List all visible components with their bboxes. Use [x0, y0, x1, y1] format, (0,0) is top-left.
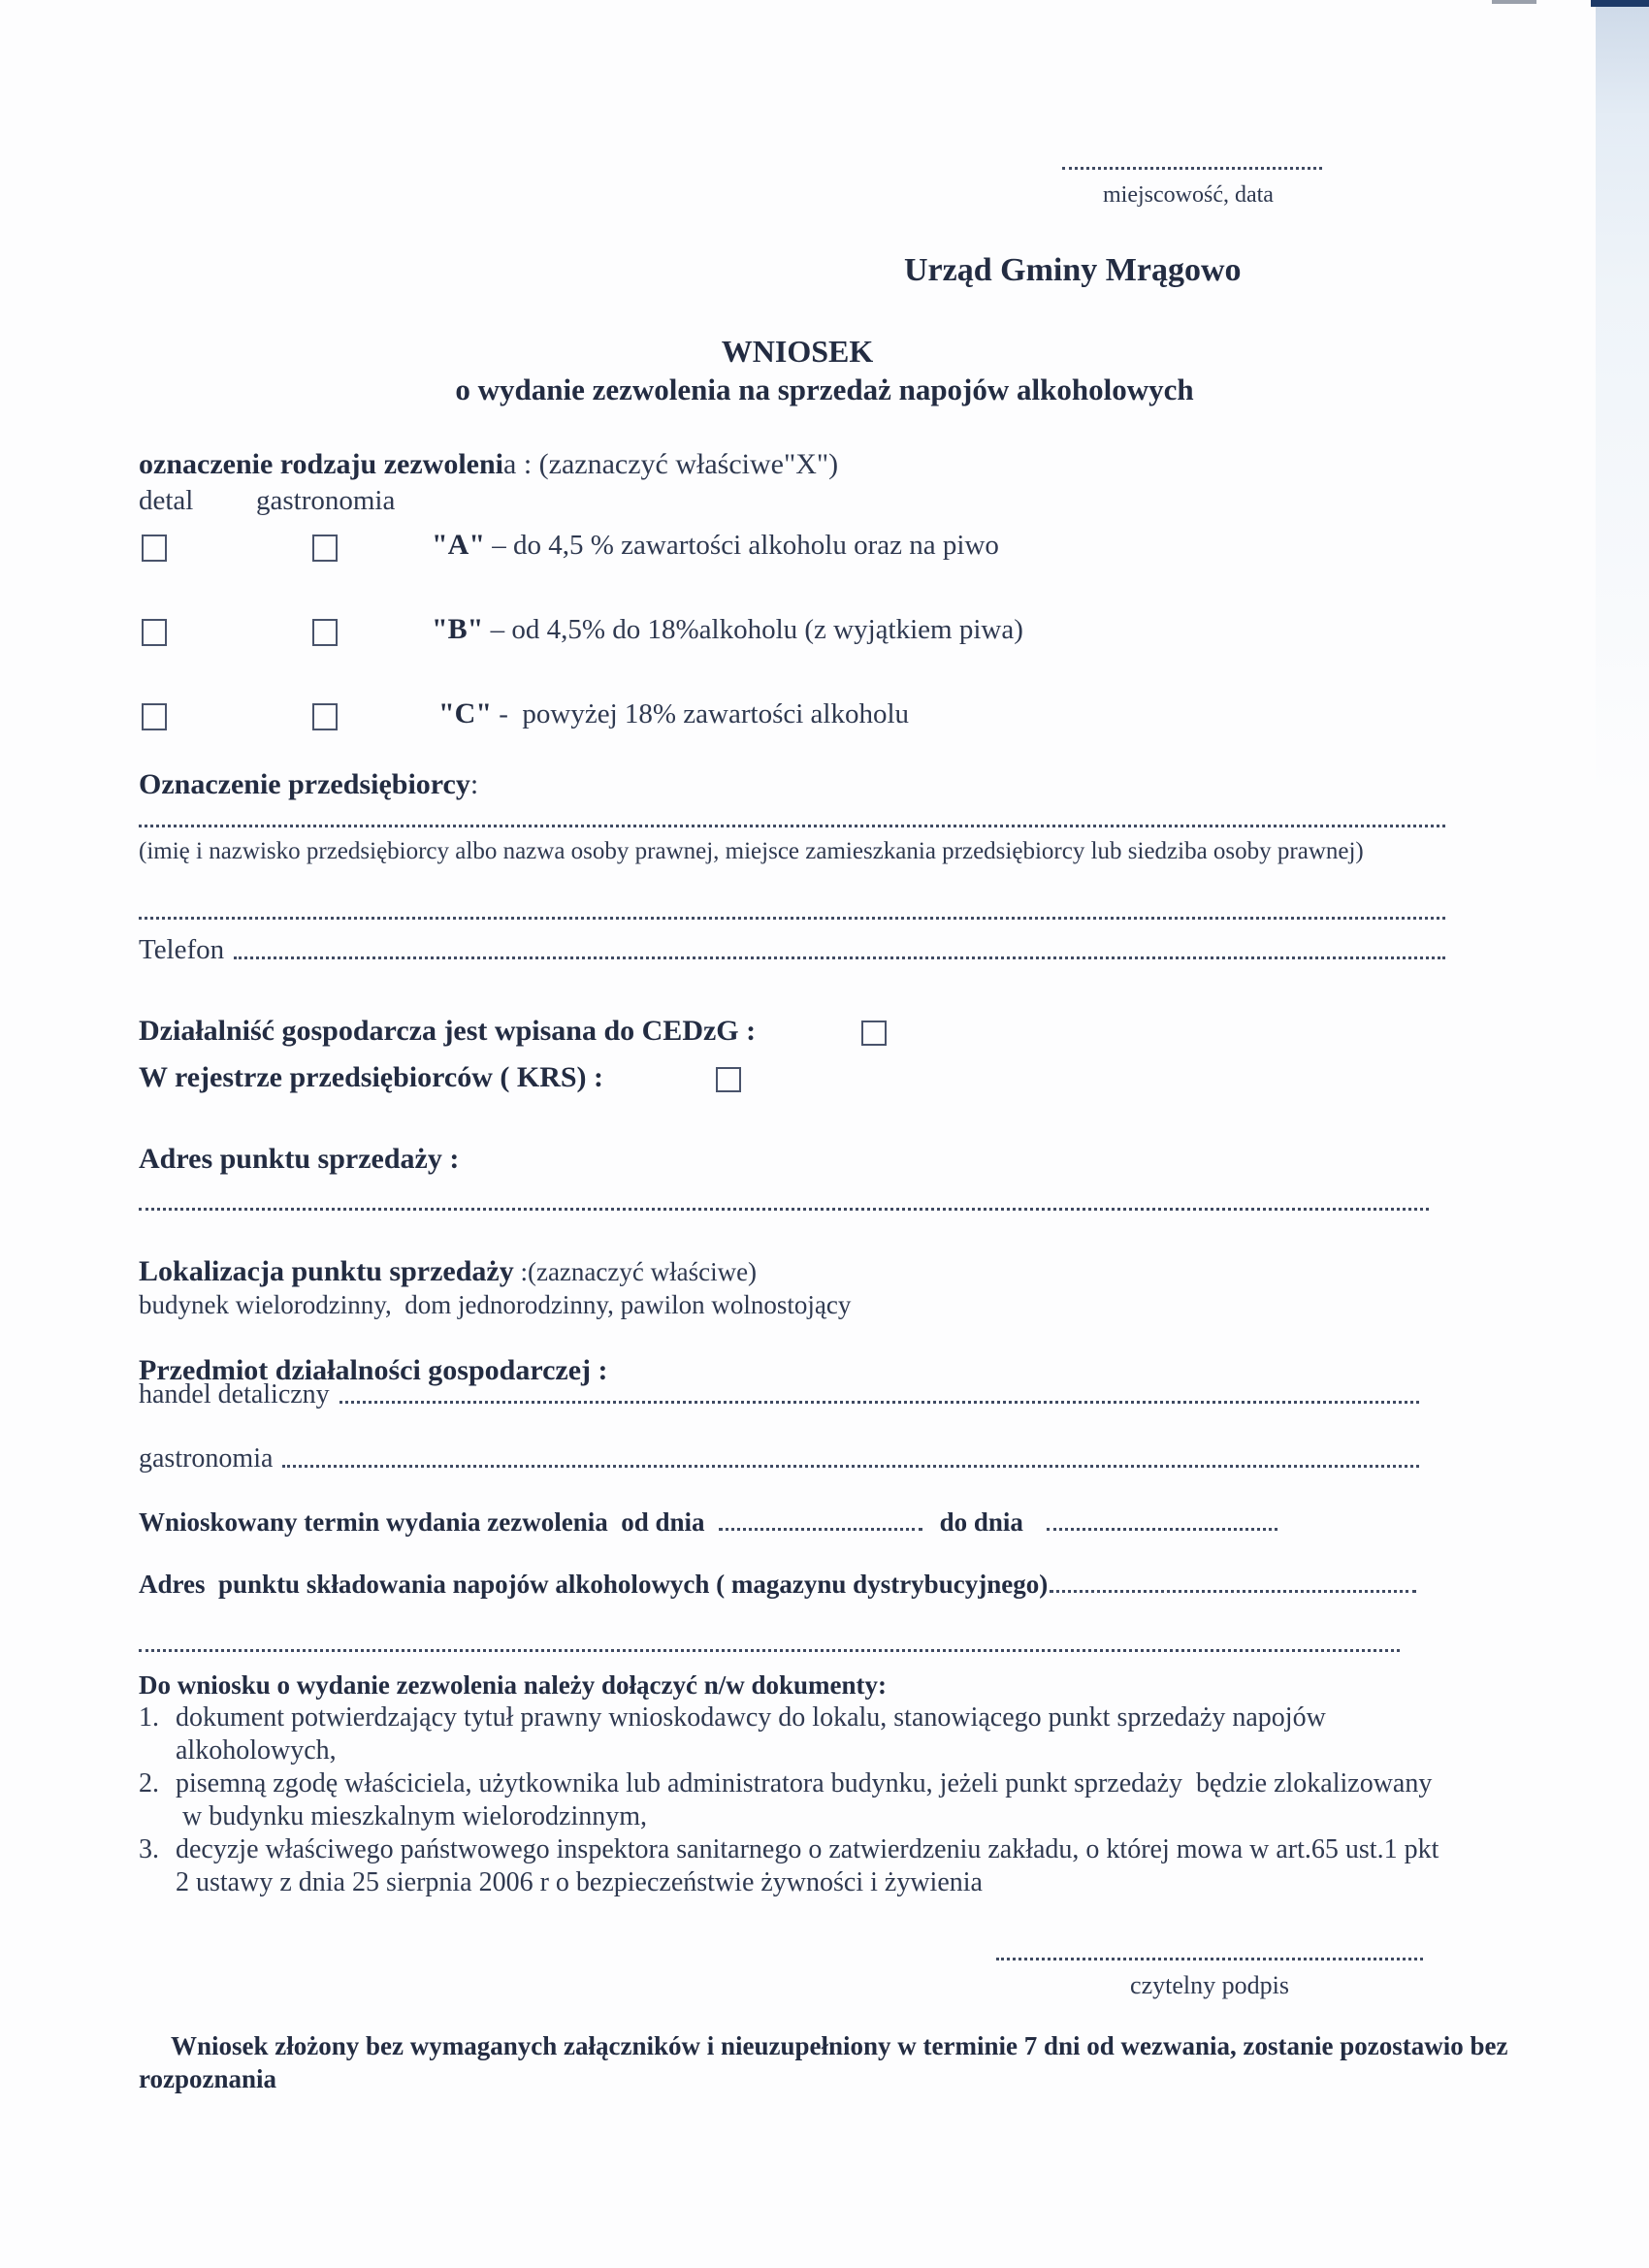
phone-row	[139, 934, 1445, 966]
location-options: budynek wielorodzinny, dom jednorodzinny, pawilon wolnostojący	[139, 1290, 852, 1319]
checkbox-gastronomia-b[interactable]	[312, 619, 338, 646]
permit-code-c: "C"	[438, 697, 492, 729]
entrepreneur-heading	[139, 768, 478, 801]
column-label-detal: detal	[139, 485, 194, 516]
retail-row	[139, 1379, 1419, 1410]
gastronomy-write-line	[282, 1465, 1419, 1468]
place-date-label: miejscowość, data	[1103, 182, 1274, 208]
location-heading-rest: :(zaznaczyć właściwe)	[513, 1257, 758, 1286]
checkbox-gastronomia-a[interactable]	[312, 535, 338, 562]
signature-line	[996, 1958, 1423, 1960]
document-item-2-number: 2.	[139, 1768, 159, 1798]
place-date-line	[1062, 167, 1322, 170]
permit-row-c-label	[438, 697, 909, 730]
checkbox-detal-c[interactable]	[142, 703, 167, 730]
entrepreneur-write-line-2	[139, 917, 1445, 920]
checkbox-detal-a[interactable]	[142, 535, 167, 562]
document-item-1-line-2: alkoholowych,	[176, 1735, 337, 1766]
document-item-2	[139, 1767, 1540, 1833]
footer-notice-line-1: Wniosek złożony bez wymaganych załączników i nieuzupełniony w terminie 7 dni od wezwania, zostanie pozostawio bez	[171, 2031, 1508, 2060]
phone-label: Telefon	[139, 934, 225, 965]
permit-type-heading-bold: oznaczenie rodzaju zezwoleni	[139, 448, 504, 480]
permit-code-a: "A"	[432, 529, 485, 561]
permit-desc-b: – od 4,5% do 18%alkoholu (z wyjątkiem piwa)	[490, 614, 1023, 645]
permit-desc-a: – do 4,5 % zawartości alkoholu oraz na piwo	[492, 530, 999, 561]
entrepreneur-caption: (imię i nazwisko przedsiębiorcy albo nazwa osoby prawnej, miejsce zamieszkania przedsiębiorcy lub siedziba osoby prawnej)	[139, 838, 1364, 864]
gastronomy-row	[139, 1443, 1419, 1474]
location-heading	[139, 1255, 757, 1288]
storage-row	[139, 1570, 1416, 1600]
scan-corner-bar-artifact	[1591, 0, 1649, 7]
document-item-3-text	[176, 1833, 1439, 1899]
sale-point-heading: Adres punktu sprzedaży :	[139, 1143, 460, 1175]
gastronomy-label: gastronomia	[139, 1443, 274, 1474]
permit-type-heading-rest: a : (zaznaczyć właściwe"X")	[503, 448, 839, 480]
document-item-2-line-2: w budynku mieszkalnym wielorodzinnym,	[176, 1801, 648, 1831]
checkbox-krs[interactable]	[716, 1067, 741, 1092]
term-to-label: do dnia	[939, 1507, 1023, 1537]
form-title: WNIOSEK	[721, 334, 874, 369]
document-item-1-text	[176, 1701, 1326, 1767]
checkbox-detal-b[interactable]	[142, 619, 167, 646]
office-name: Urząd Gminy Mrągowo	[904, 252, 1242, 288]
phone-write-line	[234, 956, 1445, 959]
storage-write-line	[1050, 1590, 1416, 1593]
entrepreneur-write-line-1	[139, 825, 1445, 827]
documents-heading: Do wniosku o wydanie zezwolenia należy dołączyć n/w dokumenty:	[139, 1670, 888, 1700]
entrepreneur-heading-colon: :	[469, 768, 479, 800]
document-item-3-line-1: decyzje właściwego państwowego inspektora sanitarnego o zatwierdzeniu zakładu, o której mowa w art.65 ust.1 pkt	[176, 1834, 1439, 1864]
signature-label: czytelny podpis	[1130, 1971, 1289, 1999]
storage-label: Adres punktu składowania napojów alkoholowych ( magazynu dystrybucyjnego)	[139, 1570, 1049, 1599]
term-row	[139, 1507, 1277, 1538]
retail-label: handel detaliczny	[139, 1379, 330, 1409]
retail-write-line	[340, 1401, 1419, 1404]
sale-point-write-line	[139, 1208, 1429, 1211]
footer-notice-line-2: rozpoznania	[139, 2064, 277, 2093]
document-item-1-number: 1.	[139, 1702, 159, 1733]
permit-desc-c: - powyżej 18% zawartości alkoholu	[499, 698, 910, 729]
permit-type-heading	[139, 448, 838, 481]
permit-code-b: "B"	[432, 613, 484, 645]
business-heading: Przedmiot działalności gospodarczej :	[139, 1354, 608, 1386]
term-label: Wnioskowany termin wydania zezwolenia od dnia	[139, 1507, 705, 1537]
scan-edge-artifact	[1596, 0, 1649, 873]
term-to-write-line	[1047, 1528, 1277, 1531]
form-subtitle: o wydanie zezwolenia na sprzedaż napojów alkoholowych	[455, 373, 1194, 406]
document-item-2-line-1: pisemną zgodę właściciela, użytkownika lub administratora budynku, jeżeli punkt sprzedaży będzie zlokalizowany	[176, 1768, 1433, 1798]
document-item-2-text	[176, 1767, 1432, 1833]
column-label-gastronomia: gastronomia	[256, 485, 396, 516]
permit-row-b-label	[432, 613, 1023, 646]
cedzg-label: Działalniść gospodarcza jest wpisana do CEDzG :	[139, 1015, 757, 1047]
document-item-3-number: 3.	[139, 1834, 159, 1864]
documents-section	[139, 1669, 1540, 1899]
entrepreneur-heading-bold: Oznaczenie przedsiębiorcy	[139, 768, 470, 800]
scan-top-line-artifact	[1492, 0, 1536, 4]
document-item-3	[139, 1833, 1540, 1899]
document-item-3-line-2: 2 ustawy z dnia 25 sierpnia 2006 r o bezpieczeństwie żywności i żywienia	[176, 1867, 983, 1897]
checkbox-gastronomia-c[interactable]	[312, 703, 338, 730]
checkbox-cedzg[interactable]	[861, 1021, 887, 1046]
document-item-1-line-1: dokument potwierdzający tytuł prawny wnioskodawcy do lokalu, stanowiącego punkt sprzedaży napojów	[176, 1702, 1326, 1733]
extra-write-line	[139, 1649, 1400, 1652]
footer-notice	[139, 2029, 1550, 2095]
term-from-write-line	[719, 1528, 922, 1531]
krs-label: W rejestrze przedsiębiorców ( KRS) :	[139, 1061, 604, 1093]
permit-row-a-label	[432, 529, 999, 562]
location-heading-bold: Lokalizacja punktu sprzedaży	[139, 1255, 514, 1287]
document-item-1	[139, 1701, 1540, 1767]
